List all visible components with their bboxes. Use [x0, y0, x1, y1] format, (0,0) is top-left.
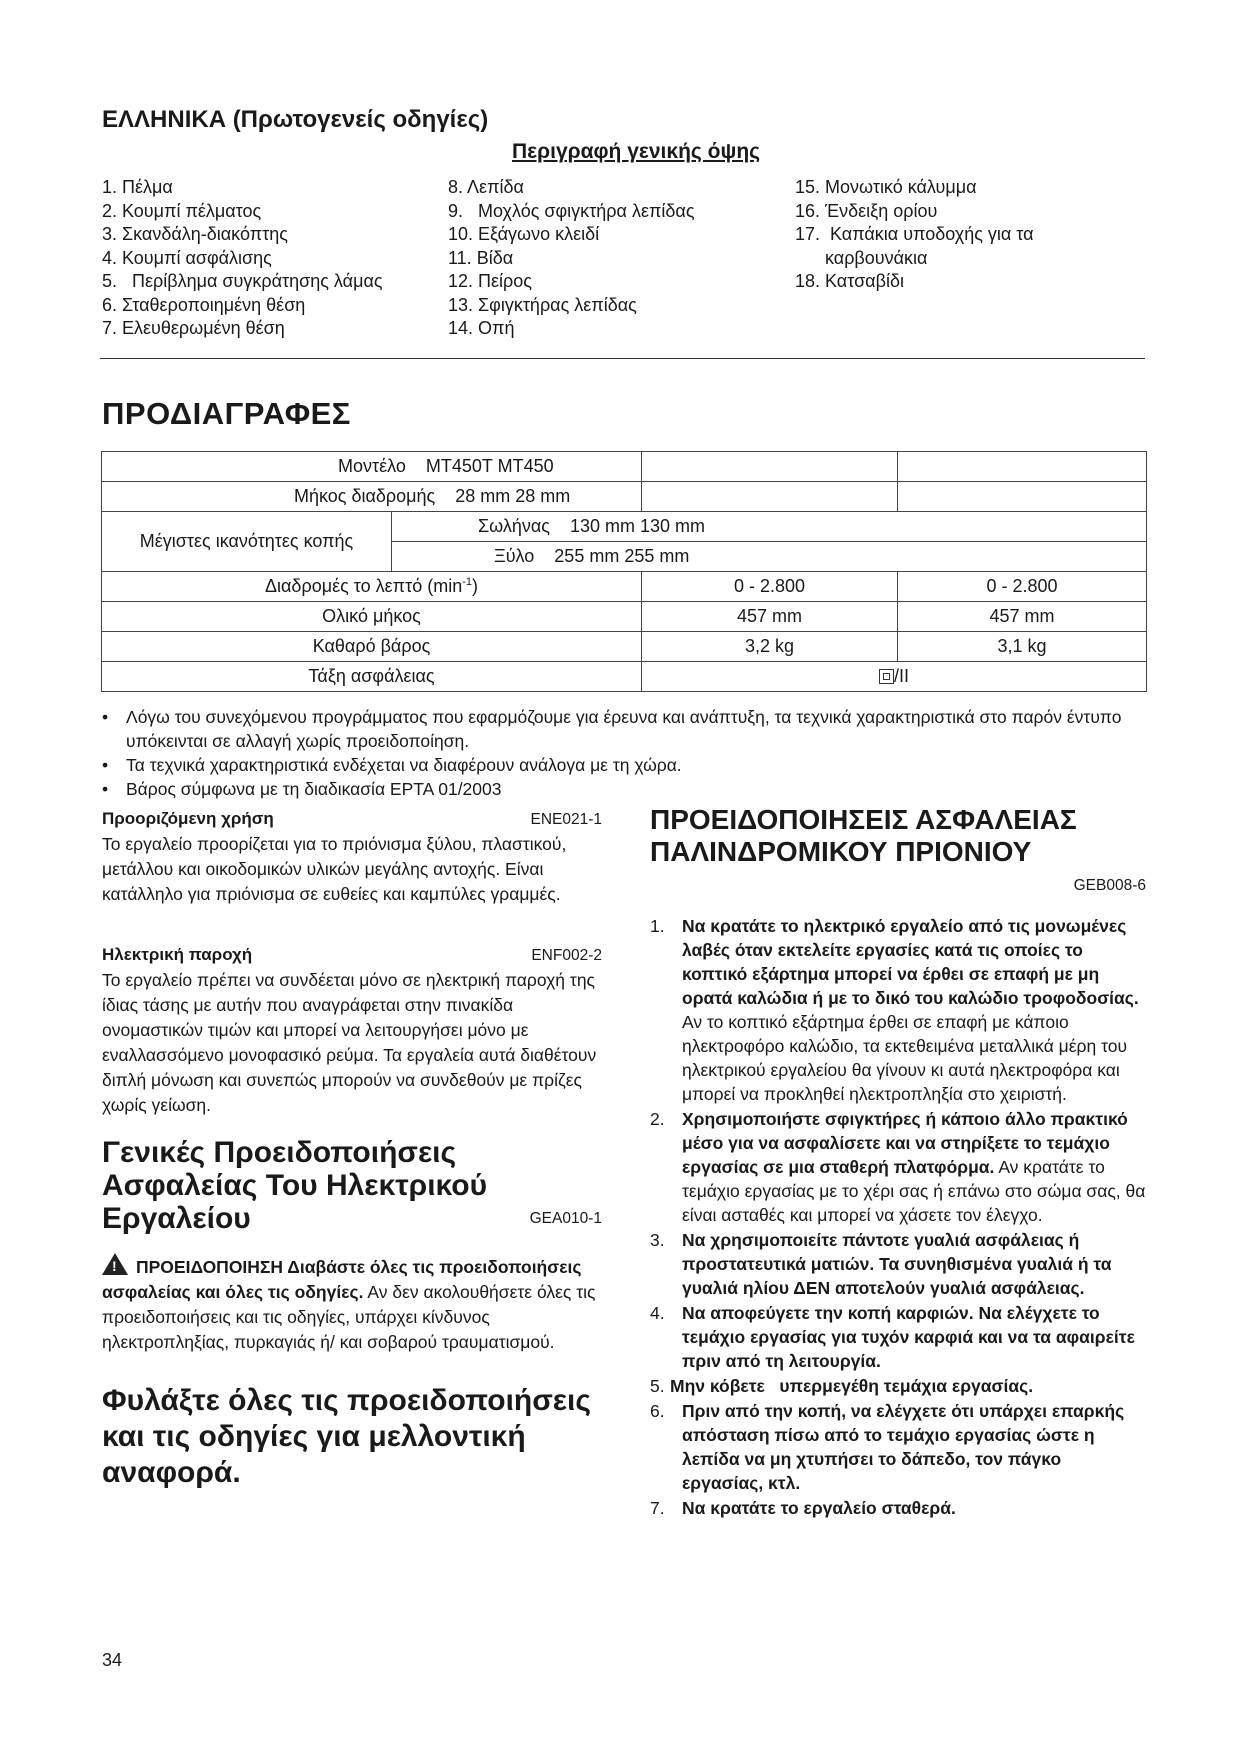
weight-value: 3,2 kg: [642, 632, 898, 662]
table-row: [102, 572, 1147, 602]
pipe-value: 130 mm: [569, 516, 635, 536]
parts-list-col2: [448, 176, 695, 341]
part-item: 15. Μονωτικό κάλυμμα: [795, 177, 977, 197]
section-divider: [100, 358, 1145, 359]
part-item: 18. Κατσαβίδι: [795, 271, 904, 291]
part-item: 12. Πείρος: [448, 271, 532, 291]
warning-bold-text: ΠΡΟΕΙΔΟΠΟΙΗΣΗ Διαβάστε όλες τις προειδοποιήσεις ασφαλείας και όλες τις οδηγίες.: [102, 1257, 582, 1302]
section-code: GEB008-6: [1073, 877, 1146, 894]
length-value: 457 mm: [642, 602, 898, 632]
language-title: ΕΛΛΗΝΙΚΑ (Πρωτογενείς οδηγίες): [102, 106, 489, 133]
spm-close: ): [471, 576, 478, 596]
spec-notes: [102, 705, 1142, 801]
part-item: 5. Περίβλημα συγκράτησης λάμας: [102, 271, 383, 291]
stroke-label: Μήκος διαδρομής: [294, 486, 436, 506]
warning-text: Αν δεν ακολουθήσετε όλες τις προειδοποιήσεις και τις οδηγίες, υπάρχει κίνδυνος ηλεκτροπληξίας, πυρκαγιάς ή/ και σοβαρού τραυματισμού.: [102, 1282, 596, 1352]
spm-value: 0 - 2.800: [898, 572, 1147, 602]
parts-list-col3: [795, 176, 1034, 294]
keep-instructions-heading: Φυλάξτε όλες τις προειδοποιήσεις και τις οδηγίες για μελλοντική αναφορά.: [102, 1384, 591, 1489]
list-item: 7. Να κρατάτε το εργαλείο σταθερά.: [650, 1498, 956, 1518]
list-item: 3. Να χρησιμοποιείτε πάντοτε γυαλιά ασφάλειας ή προστατευτικά ματιών. Τα συνηθισμένα γυαλιά ή τα γυαλιά ηλίου ΔΕΝ αποτελούν γυαλιά ασφάλειας.: [650, 1230, 1112, 1298]
weight-value: 3,1 kg: [898, 632, 1147, 662]
part-item: 4. Κουμπί ασφάλισης: [102, 247, 272, 268]
parts-list-col1: [102, 176, 383, 341]
length-value: 457 mm: [898, 602, 1147, 632]
part-item: 9. Μοχλός σφιγκτήρα λεπίδας: [448, 200, 695, 221]
power-supply-heading: Ηλεκτρική παροχή: [102, 945, 253, 964]
stroke-value: 28 mm: [515, 486, 571, 506]
spm-label: Διαδρομές το λεπτό (min: [265, 576, 463, 596]
part-item: 16. Ένδειξη ορίου: [795, 200, 938, 221]
list-item: 5. Μην κόβετε υπερμεγέθη τεμάχια εργασίας.: [650, 1376, 1034, 1396]
section-code: ENE021-1: [530, 811, 602, 828]
page-number: 34: [102, 1650, 123, 1670]
section-code: ENF002-2: [531, 947, 602, 964]
table-row: [102, 602, 1147, 632]
list-item: 4. Να αποφεύγετε την κοπή καρφιών. Να ελέγχετε το τεμάχιο εργασίας για τυχόν καρφιά και να τα αφαιρείτε πριν από τη λειτουργία.: [650, 1303, 1135, 1371]
table-row: [102, 512, 1147, 542]
length-label: Ολικό μήκος: [102, 602, 642, 632]
general-warnings-heading: Γενικές Προειδοποιήσεις Ασφαλείας Του Ηλεκτρικού Εργαλείου: [102, 1136, 488, 1235]
spm-value: 0 - 2.800: [642, 572, 898, 602]
part-item: καρβουνάκια: [795, 247, 928, 268]
saw-warnings-section: [650, 804, 1146, 1521]
pipe-value: 130 mm: [640, 516, 706, 536]
safety-label: Τάξη ασφάλειας: [102, 662, 642, 692]
list-item: 2. Χρησιμοποιήστε σφιγκτήρες ή κάποιο άλλο πρακτικό μέσο για να ασφαλίσετε και να στηρίξετε το τεμάχιο εργασίας σε μια σταθερή πλατφόρμα. Αν κρατάτε το τεμάχιο εργασίας με το χέρι σας ή επάνω στο σώμα σας, θα είναι ασταθές και μπορεί να χάσετε τον έλεγχο.: [650, 1109, 1146, 1225]
list-item: 6. Πριν από την κοπή, να ελέγχετε ότι υπάρχει επαρκής απόσταση πίσω από το τεμάχιο εργασίας ώστε η λεπίδα να μη χτυπήσει το δάπεδο, τον πάγκο εργασίας, κτλ.: [650, 1401, 1125, 1493]
list-item: • Βάρος σύμφωνα με τη διαδικασία EPTA 01/2003: [102, 777, 1142, 801]
table-row: [102, 632, 1147, 662]
double-insulation-icon: [879, 669, 894, 684]
part-item: 14. Οπή: [448, 318, 515, 338]
weight-label: Καθαρό βάρος: [102, 632, 642, 662]
list-item: • Τα τεχνικά χαρακτηριστικά ενδέχεται να διαφέρουν ανάλογα με τη χώρα.: [102, 753, 1142, 777]
safety-value: /II: [893, 666, 909, 686]
table-row: [102, 452, 1147, 482]
model-label: Μοντέλο: [338, 456, 406, 476]
part-item: 17. Καπάκια υποδοχής για τα: [795, 224, 1034, 244]
intended-use-heading: Προοριζόμενη χρήση: [102, 809, 274, 828]
warning-icon: [102, 1253, 128, 1275]
overview-title: Περιγραφή γενικής όψης: [512, 140, 761, 163]
part-item: 10. Εξάγωνο κλειδί: [448, 224, 600, 244]
part-item: 2. Κουμπί πέλματος: [102, 200, 262, 221]
general-warnings-section: [102, 1136, 602, 1355]
part-item: 6. Σταθεροποιημένη θέση: [102, 294, 306, 315]
power-supply-section: [102, 942, 602, 1118]
part-item: 11. Βίδα: [448, 247, 514, 268]
list-item: 1. Να κρατάτε το ηλεκτρικό εργαλείο από τις μονωμένες λαβές όταν εκτελείτε εργασίες κατά τις οποίες το κοπτικό εξάρτημα μπορεί να έρθει σε επαφή με μη ορατά καλώδια ή με το δικό του καλώδιο τροφοδοσίας. Αν το κοπτικό εξάρτημα έρθει σε επαφή με κάποιο ηλεκτροφόρο καλώδιο, τα εκτεθειμένα μεταλλικά μέρη του ηλεκτρικού εργαλείου θα γίνουν κι αυτά ηλεκτροφόρα και μπορεί να προκληθεί ηλεκτροπληξία στο χειριστή.: [650, 916, 1139, 1104]
part-item: 13. Σφιγκτήρας λεπίδας: [448, 294, 637, 315]
list-item: • Λόγω του συνεχόμενου προγράμματος που εφαρμόζουμε για έρευνα και ανάπτυξη, τα τεχνικά χαρακτηριστικά στο παρόν έντυπο υπόκεινται σε αλλαγή χωρίς προειδοποίηση.: [102, 705, 1142, 753]
specs-title: ΠΡΟΔΙΑΓΡΑΦΕΣ: [102, 396, 351, 431]
part-item: 7. Ελευθερωμένη θέση: [102, 318, 285, 338]
wood-value: 255 mm: [624, 546, 690, 566]
saw-warnings-title: ΠΡΟΕΙΔΟΠΟΙΗΣΕΙΣ ΑΣΦΑΛΕΙΑΣ ΠΑΛΙΝΔΡΟΜΙΚΟΥ ΠΡΙΟΝΙΟΥ: [650, 804, 1077, 867]
spm-sup: -1: [462, 576, 472, 588]
intended-use-section: [102, 806, 602, 907]
wood-label: Ξύλο: [494, 546, 535, 566]
model-value: MT450T: [425, 456, 493, 476]
section-code: GEA010-1: [529, 1210, 602, 1227]
pipe-label: Σωλήνας: [478, 516, 550, 536]
part-item: 3. Σκανδάλη-διακόπτης: [102, 224, 288, 244]
stroke-value: 28 mm: [455, 486, 511, 506]
intended-use-text: Το εργαλείο προορίζεται για το πριόνισμα ξύλου, πλαστικού, μετάλλου και οικοδομικών υλικών μεγάλης αντοχής. Είναι κατάλληλο για πριόνισμα σε ευθείες και καμπύλες γραμμές.: [102, 834, 567, 904]
specs-table: [101, 451, 1147, 692]
model-value: MT450: [497, 456, 554, 476]
table-row: [102, 482, 1147, 512]
part-item: 8. Λεπίδα: [448, 177, 524, 197]
max-cut-label: Μέγιστες ικανότητες κοπής: [102, 512, 392, 572]
wood-value: 255 mm: [554, 546, 620, 566]
part-item: 1. Πέλμα: [102, 177, 173, 197]
table-row: [102, 662, 1147, 692]
power-supply-text: Το εργαλείο πρέπει να συνδέεται μόνο σε ηλεκτρική παροχή της ίδιας τάσης με αυτήν που αναγράφεται στην πινακίδα ονομαστικών τιμών και μπορεί να λειτουργήσει μόνο με εναλλασσόμενο μονοφασικό ρεύμα. Τα εργαλεία αυτά διαθέτουν διπλή μόνωση και συνεπώς μπορούν να συνδεθούν με πρίζες χωρίς γείωση.: [102, 970, 597, 1115]
